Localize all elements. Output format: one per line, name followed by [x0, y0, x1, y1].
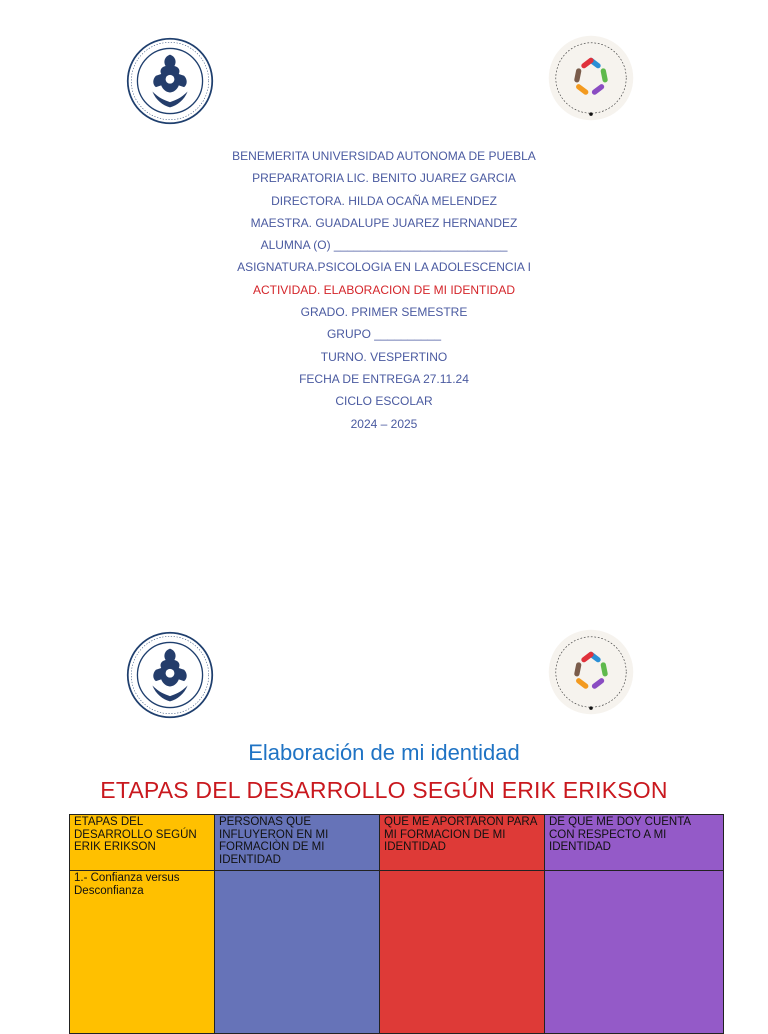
table-cell-stage: 1.- Confianza versus Desconfianza — [70, 871, 215, 1034]
table-header-contribution: QUE ME APORTARON PARA MI FORMACION DE MI IDENTIDAD — [380, 815, 545, 871]
cover-line-school: PREPARATORIA LIC. BENITO JUAREZ GARCIA — [252, 171, 516, 186]
university-seal-logo-page2 — [126, 631, 214, 719]
cover-line-school-cycle: CICLO ESCOLAR — [335, 394, 433, 409]
cover-line-activity: ACTIVIDAD. ELABORACION DE MI IDENTIDAD — [252, 282, 516, 297]
university-seal-icon — [126, 37, 214, 125]
cover-line-university: BENEMERITA UNIVERSIDAD AUTONOMA DE PUEBLA — [232, 149, 536, 163]
cover-line-subject: ASIGNATURA.PSICOLOGIA EN LA ADOLESCENCIA I — [237, 260, 531, 275]
cover-line-shift: TURNO. VESPERTINO — [320, 349, 448, 364]
erikson-stages-table — [69, 814, 724, 1034]
cover-line-group: GRUPO __________ — [326, 327, 442, 342]
table-header-people: PERSONAS QUE INFLUYERON EN MI FORMACIÒN DE MI IDENTIDAD — [215, 815, 380, 871]
table-header-row — [70, 815, 724, 871]
table-header-realization: DE QUE ME DOY CUENTA CON RESPECTO A MI IDENTIDAD — [545, 815, 724, 871]
university-seal-icon — [126, 631, 214, 719]
equality-badge-logo-page2 — [547, 628, 635, 716]
page2-title: Elaboración de mi identidad — [248, 740, 520, 765]
cover-line-director: DIRECTORA. HILDA OCAÑA MELENDEZ — [271, 193, 497, 208]
cover-info — [0, 145, 768, 435]
table-cell-contribution[interactable] — [380, 871, 545, 1034]
university-seal-logo — [126, 37, 214, 125]
cover-line-years: 2024 – 2025 — [350, 416, 418, 431]
equality-badge-icon — [547, 34, 635, 122]
table-cell-realization[interactable] — [545, 871, 724, 1034]
equality-badge-icon — [547, 628, 635, 716]
table-row — [70, 871, 724, 1034]
cover-line-grade: GRADO. PRIMER SEMESTRE — [300, 305, 468, 320]
cover-line-student: ALUMNA (O) __________________________ — [260, 238, 508, 253]
page2-subtitle: ETAPAS DEL DESARROLLO SEGÚN ERIK ERIKSON — [100, 777, 668, 803]
equality-badge-logo — [547, 34, 635, 122]
table-cell-people[interactable] — [215, 871, 380, 1034]
cover-line-due-date: FECHA DE ENTREGA 27.11.24 — [299, 371, 469, 386]
cover-line-teacher: MAESTRA. GUADALUPE JUAREZ HERNANDEZ — [250, 215, 518, 230]
table-header-stage: ETAPAS DEL DESARROLLO SEGÚN ERIK ERIKSON — [70, 815, 215, 871]
